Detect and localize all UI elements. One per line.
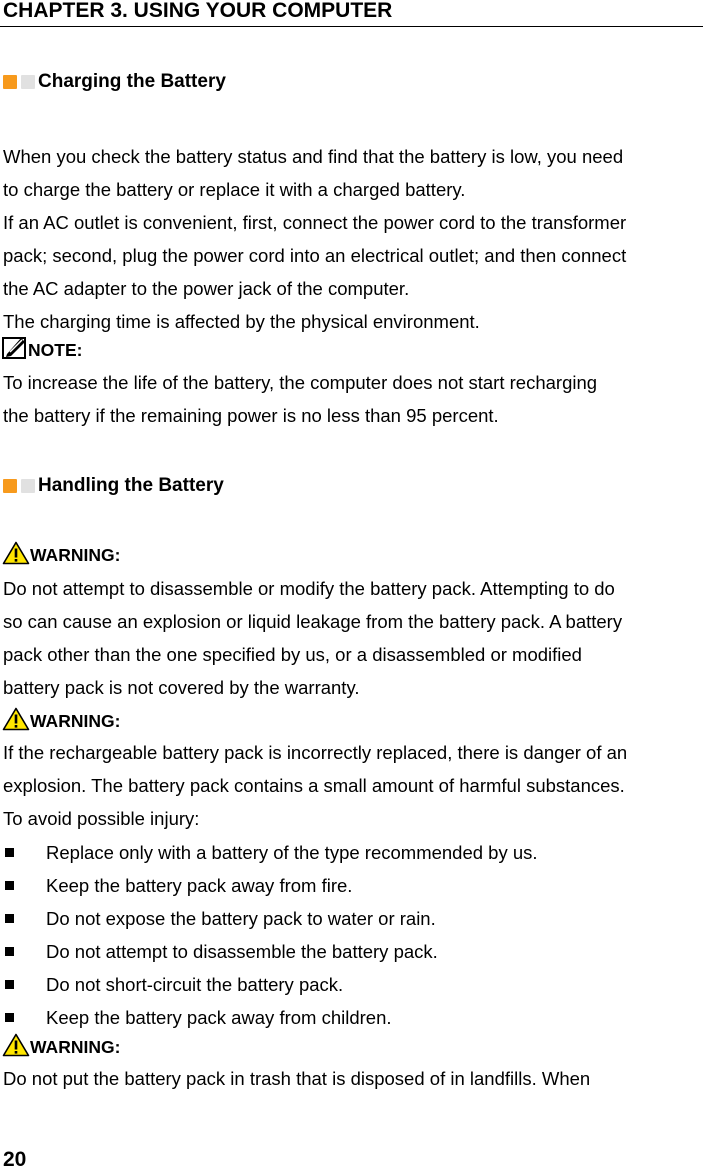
text-line: the battery if the remaining power is no less than 95 percent. (3, 405, 499, 426)
safety-bullet-list (3, 836, 538, 1034)
warning-icon (2, 541, 30, 565)
text-line: If the rechargeable battery pack is incorrectly replaced, there is danger of an (3, 742, 628, 763)
list-item (3, 902, 538, 935)
list-item (3, 968, 538, 1001)
page-header (0, 0, 703, 27)
section-heading-label: Handling the Battery (38, 475, 224, 496)
text-line: The charging time is affected by the physical environment. (3, 311, 480, 332)
list-item-text: Replace only with a battery of the type recommended by us. (46, 841, 538, 863)
orange-square-bullet-icon (3, 479, 17, 493)
section-heading-charging (3, 71, 226, 93)
note-pencil-icon (2, 334, 28, 360)
warning-icon (2, 1033, 30, 1057)
text-line: Do not put the battery pack in trash that is disposed of in landfills. When (3, 1068, 591, 1089)
warning1-paragraph (3, 572, 622, 704)
warning-icon (2, 707, 30, 731)
text-line: When you check the battery status and find that the battery is low, you need (3, 146, 624, 167)
list-item-text: Do not short-circuit the battery pack. (46, 973, 344, 995)
warning-label: WARNING: (30, 711, 121, 731)
text-line: explosion. The battery pack contains a small amount of harmful substances. (3, 775, 625, 796)
square-bullet-icon (5, 848, 14, 857)
text-line: so can cause an explosion or liquid leakage from the battery pack. A battery (3, 611, 623, 632)
text-line: To increase the life of the battery, the computer does not start recharging (3, 372, 598, 393)
square-bullet-icon (5, 1013, 14, 1022)
warning-callout-1 (2, 541, 120, 565)
text-line: To avoid possible injury: (3, 808, 200, 829)
section-heading-handling (3, 475, 224, 497)
note-callout (2, 334, 82, 360)
text-line: pack other than the one specified by us, or a disassembled or modified (3, 644, 582, 665)
warning-label: WARNING: (30, 545, 121, 565)
list-item-text: Do not expose the battery pack to water or rain. (46, 907, 436, 929)
charging-paragraph (3, 140, 626, 338)
square-bullet-icon (5, 947, 14, 956)
note-paragraph (3, 366, 597, 432)
orange-square-bullet-icon (3, 75, 17, 89)
warning-callout-2 (2, 707, 120, 731)
square-bullet-icon (5, 914, 14, 923)
warning-callout-3 (2, 1033, 120, 1057)
list-item-text: Do not attempt to disassemble the battery pack. (46, 940, 438, 962)
list-item-text: Keep the battery pack away from fire. (46, 874, 353, 896)
section-heading-label: Charging the Battery (38, 71, 226, 92)
warning2-paragraph (3, 736, 627, 835)
list-item (3, 935, 538, 968)
square-bullet-icon (5, 881, 14, 890)
warning-label: WARNING: (30, 1037, 121, 1057)
list-item (3, 836, 538, 869)
text-line: to charge the battery or replace it with a charged battery. (3, 179, 466, 200)
text-line: If an AC outlet is convenient, first, connect the power cord to the transformer (3, 212, 627, 233)
page-number: 20 (3, 1148, 27, 1171)
text-line: the AC adapter to the power jack of the computer. (3, 278, 410, 299)
note-label: NOTE: (28, 340, 83, 360)
text-line: battery pack is not covered by the warranty. (3, 677, 360, 698)
list-item-text: Keep the battery pack away from children. (46, 1006, 392, 1028)
gray-square-bullet-icon (21, 75, 35, 89)
gray-square-bullet-icon (21, 479, 35, 493)
text-line: pack; second, plug the power cord into an electrical outlet; and then connect (3, 245, 627, 266)
list-item (3, 869, 538, 902)
chapter-title: CHAPTER 3. USING YOUR COMPUTER (3, 0, 393, 22)
square-bullet-icon (5, 980, 14, 989)
text-line: Do not attempt to disassemble or modify the battery pack. Attempting to do (3, 578, 615, 599)
warning3-paragraph (3, 1062, 590, 1095)
list-item (3, 1001, 538, 1034)
